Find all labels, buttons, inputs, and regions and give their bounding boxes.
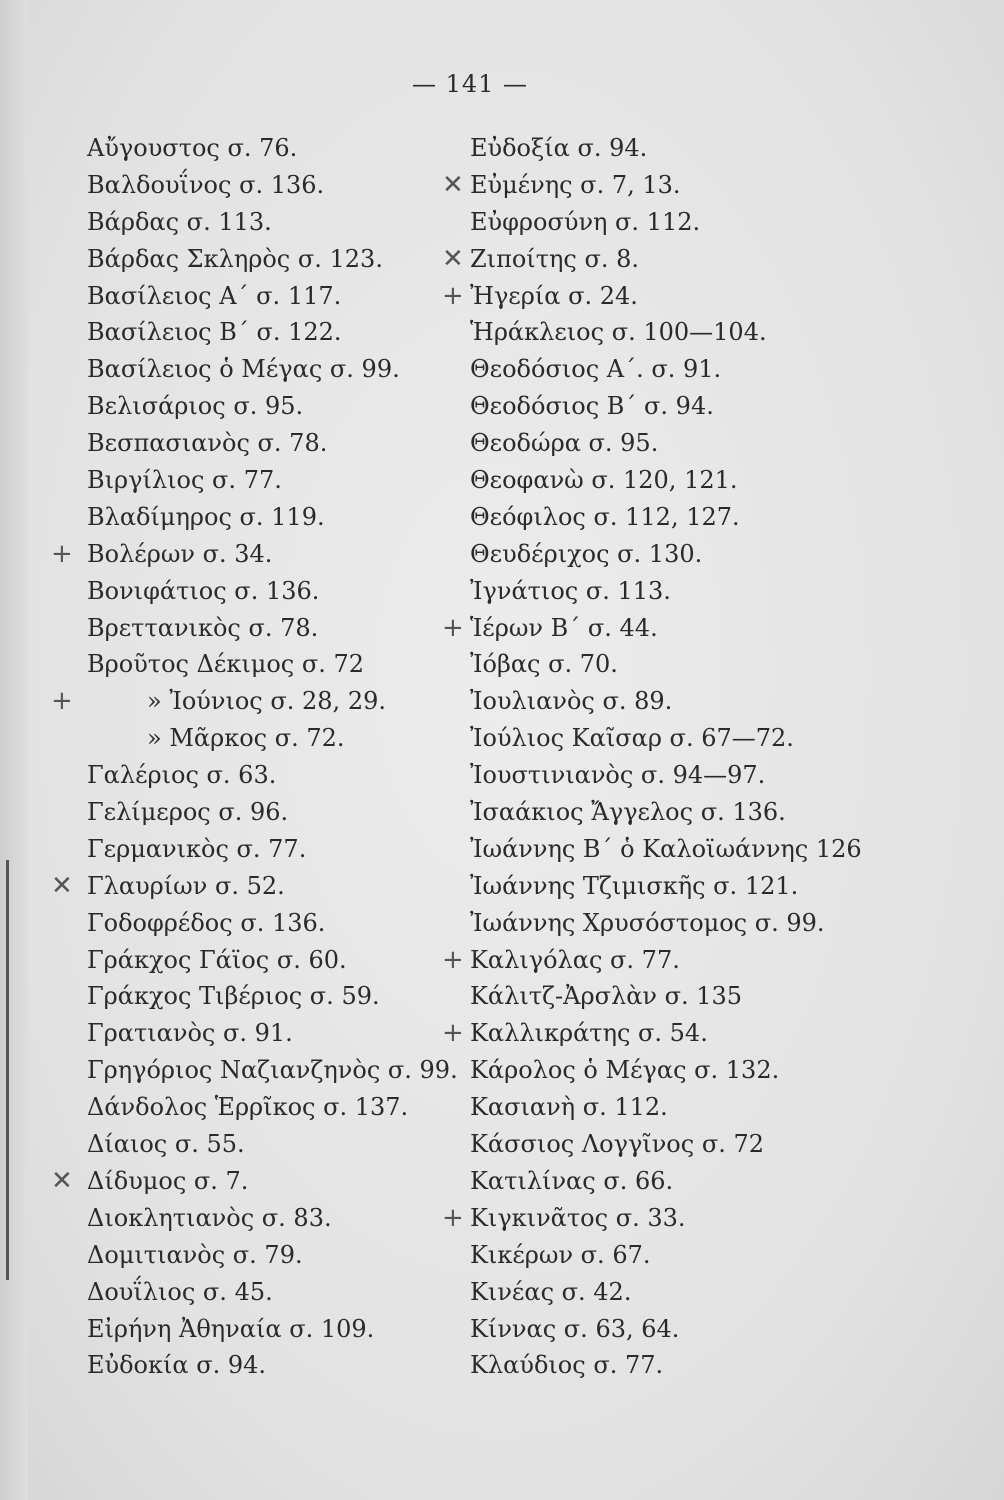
index-entry: Κινέας σ. 42. — [470, 1277, 632, 1306]
binding-edge — [0, 0, 28, 1500]
index-entry: Αὔγουστος σ. 76. — [87, 134, 298, 162]
index-entry: Διοκλητιανὸς σ. 83. — [87, 1203, 332, 1232]
index-entry-marked — [442, 1200, 890, 1237]
index-column-left — [51, 130, 458, 1384]
index-entry: Κατιλίνας σ. 66. — [470, 1166, 674, 1195]
x-mark: ✕ — [442, 243, 464, 274]
index-entry-marked — [51, 683, 457, 720]
index-entry: Ἰούλιος Καῖσαρ σ. 67—72. — [470, 724, 794, 753]
index-entry: Ἡράκλειος σ. 100—104. — [470, 318, 767, 347]
index-entry: Κίννας σ. 63, 64. — [470, 1314, 680, 1343]
index-entry: Βροῦτος Δέκιμος σ. 72 — [87, 650, 365, 679]
index-entry: Βασίλειος ὁ Μέγας σ. 99. — [87, 355, 400, 384]
entry-text: Καλιγόλας σ. 77. — [470, 945, 680, 974]
index-entry: Δάνδολος Ἑρρῖκος σ. 137. — [87, 1093, 409, 1122]
index-entry: Κάρολος ὁ Μέγας σ. 132. — [470, 1056, 780, 1085]
index-entry: Γράκχος Τιβέριος σ. 59. — [87, 982, 380, 1011]
index-entry: Κλαύδιος σ. 77. — [470, 1351, 664, 1380]
index-entry: Εὐδοξία σ. 94. — [470, 134, 648, 162]
entry-text: Ζιποίτης σ. 8. — [470, 244, 639, 273]
plus-mark: + — [51, 538, 73, 569]
index-entry: Γρηγόριος Ναζιανζηνὸς σ. 99. — [87, 1056, 458, 1085]
index-entry: Γαλέριος σ. 63. — [87, 761, 277, 790]
index-entry: Ἰόβας σ. 70. — [470, 650, 618, 679]
index-entry: Γερμανικὸς σ. 77. — [87, 834, 307, 863]
index-entry: Βάρδας σ. 113. — [87, 207, 272, 236]
index-entry: Βελισάριος σ. 95. — [87, 392, 304, 421]
entry-text: Καλλικράτης σ. 54. — [470, 1019, 708, 1048]
index-entry: Ἰγνάτιος σ. 113. — [470, 576, 671, 605]
index-entry: Ἰωάννης Χρυσόστομος σ. 99. — [470, 908, 825, 937]
index-entry: » Μᾶρκος σ. 72. — [147, 724, 345, 753]
entry-text: Ἠγερία σ. 24. — [470, 281, 638, 310]
index-entry: Βιργίλιος σ. 77. — [87, 466, 282, 495]
index-entry-marked — [442, 241, 890, 278]
index-entry: Κάσσιος Λογγῖνος σ. 72 — [470, 1130, 764, 1159]
page-number: — 141 — — [411, 70, 529, 98]
index-entry: Γρατιανὸς σ. 91. — [87, 1019, 293, 1048]
entry-text: Ἱέρων Β΄ σ. 44. — [470, 613, 658, 642]
index-entry-marked — [442, 278, 890, 315]
index-entry: Δίαιος σ. 55. — [87, 1130, 245, 1159]
plus-mark: + — [442, 280, 464, 311]
index-entry: Ἰουστινιανὸς σ. 94—97. — [470, 761, 766, 790]
index-entry: Εὐφροσύνη σ. 112. — [470, 207, 701, 236]
index-entry: Εἰρήνη Ἀθηναία σ. 109. — [87, 1314, 375, 1343]
index-entry: Βλαδίμηρος σ. 119. — [87, 502, 325, 531]
index-entry: Βασίλειος Α΄ σ. 117. — [87, 281, 342, 310]
index-entry: Βαλδουΐνος σ. 136. — [87, 170, 325, 199]
index-entry-marked — [442, 167, 890, 204]
x-mark: ✕ — [442, 169, 464, 200]
index-entry: Ἰωάννης Β΄ ὁ Καλοϊωάννης 126 — [470, 834, 862, 863]
entry-text: Βολέρων σ. 34. — [87, 539, 273, 568]
index-entry: Θεοφανὼ σ. 120, 121. — [470, 466, 738, 495]
index-column-right — [442, 130, 890, 1384]
index-entry: Κικέρων σ. 67. — [470, 1240, 651, 1269]
entry-text: Εὐμένης σ. 7, 13. — [470, 170, 681, 199]
plus-mark: + — [51, 686, 73, 717]
index-entry: Βρεττανικὸς σ. 78. — [87, 613, 319, 642]
index-entry: Γελίμερος σ. 96. — [87, 798, 289, 827]
index-entry-marked — [442, 610, 890, 647]
index-entry: Δουΐλιος σ. 45. — [87, 1277, 273, 1306]
index-entry: Ἰωάννης Τζιμισκῆς σ. 121. — [470, 871, 799, 900]
index-entry: Κασιανὴ σ. 112. — [470, 1093, 668, 1122]
index-entry: Θεόφιλος σ. 112, 127. — [470, 502, 740, 531]
index-entry: Κάλιτζ-Ἀρσλὰν σ. 135 — [470, 982, 743, 1011]
index-entry-marked — [442, 1015, 890, 1052]
index-entry: Δομιτιανὸς σ. 79. — [87, 1240, 303, 1269]
index-entry: Βονιφάτιος σ. 136. — [87, 576, 320, 605]
x-mark: ✕ — [51, 870, 73, 901]
index-entry: Γράκχος Γάϊος σ. 60. — [87, 945, 347, 974]
entry-text: Δίδυμος σ. 7. — [87, 1166, 249, 1195]
plus-mark: + — [442, 612, 464, 643]
plus-mark: + — [442, 1202, 464, 1233]
index-entry: Θεοδόσιος Α΄. σ. 91. — [470, 355, 722, 384]
index-entry: Θεοδόσιος Β΄ σ. 94. — [470, 392, 714, 421]
entry-text: Γλαυρίων σ. 52. — [87, 871, 285, 900]
index-entry: Ἰουλιανὸς σ. 89. — [470, 687, 673, 716]
index-entry-marked — [51, 536, 457, 573]
index-entry: Βεσπασιανὸς σ. 78. — [87, 429, 328, 458]
index-entry: Ἰσαάκιος Ἄγγελος σ. 136. — [470, 798, 786, 827]
index-entry-marked — [51, 1163, 457, 1200]
x-mark: ✕ — [51, 1165, 73, 1196]
index-entry: Γοδοφρέδος σ. 136. — [87, 908, 326, 937]
index-entry: Θευδέριχος σ. 130. — [470, 539, 703, 568]
entry-text: Κιγκινᾶτος σ. 33. — [470, 1203, 686, 1232]
binding-shadow — [6, 860, 9, 1280]
index-entry-marked — [51, 868, 457, 905]
index-entry: Βασίλειος Β΄ σ. 122. — [87, 318, 342, 347]
plus-mark: + — [442, 1018, 464, 1049]
plus-mark: + — [442, 944, 464, 975]
index-entry: Βάρδας Σκληρὸς σ. 123. — [87, 244, 383, 273]
entry-text: » Ἰούνιος σ. 28, 29. — [147, 687, 386, 716]
index-entry: Θεοδώρα σ. 95. — [470, 429, 659, 458]
index-entry: Εὐδοκία σ. 94. — [87, 1351, 267, 1380]
index-entry-marked — [442, 942, 890, 979]
